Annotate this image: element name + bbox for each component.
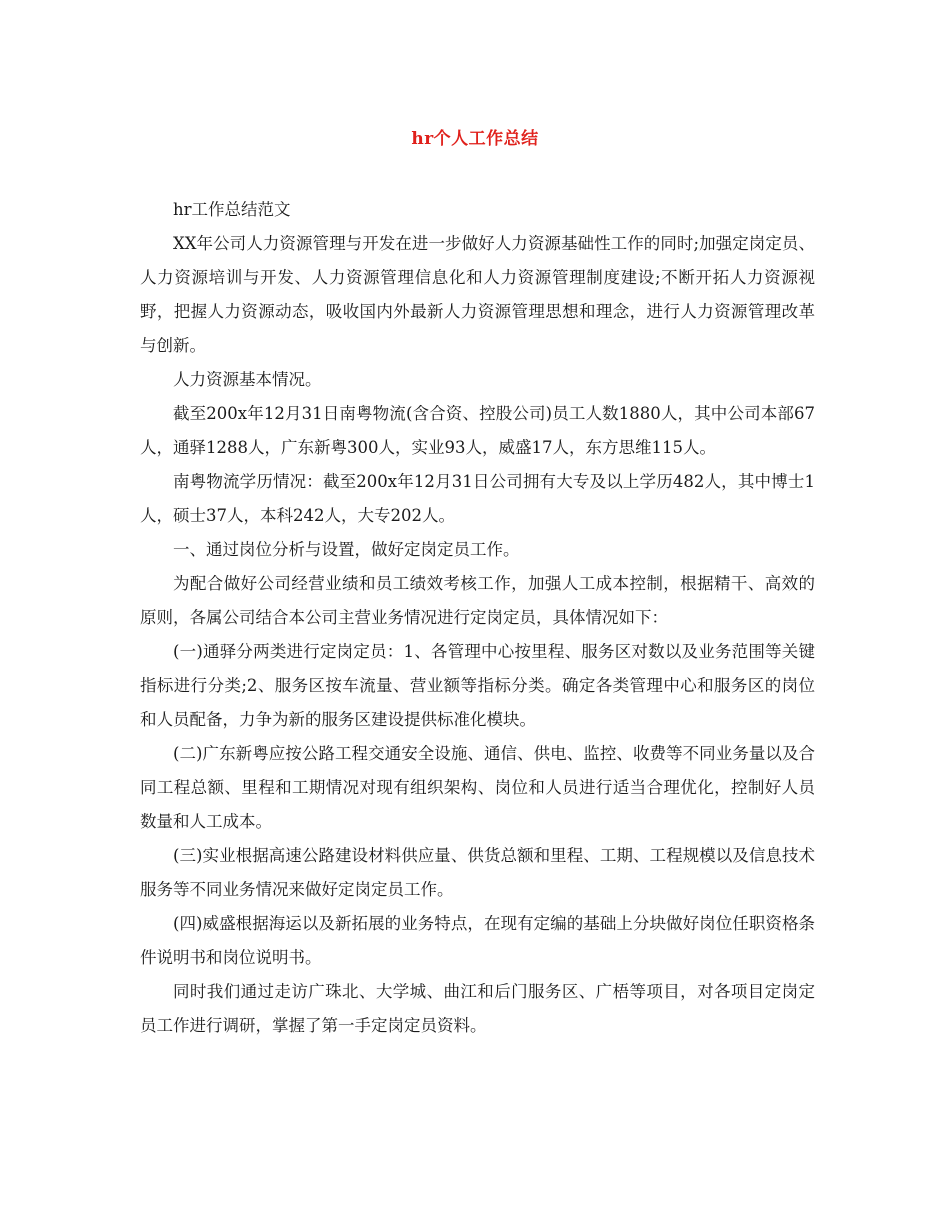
paragraph-headcount: 截至200x年12月31日南粤物流(含合资、控股公司)员工人数1880人，其中公司本部67人，通驿1288人，广东新粤300人，实业93人，威盛17人，东方思维115人。 (140, 404, 815, 457)
paragraph-section-one: 一、通过岗位分析与设置，做好定岗定员工作。 (173, 540, 520, 559)
paragraph-item-2: (二)广东新粤应按公路工程交通安全设施、通信、供电、监控、收费等不同业务量以及合同工程总额、里程和工期情况对现有组织架构、岗位和人员进行适当合理优化，控制好人员数量和人工成本。 (140, 744, 815, 831)
document-title: hr个人工作总结 (411, 129, 539, 149)
paragraph-education: 南粤物流学历情况：截至200x年12月31日公司拥有大专及以上学历482人，其中博士1人，硕士37人，本科242人，大专202人。 (140, 472, 815, 525)
paragraph-research: 同时我们通过走访广珠北、大学城、曲江和后门服务区、广梧等项目，对各项目定岗定员工作进行调研，掌握了第一手定岗定员资料。 (140, 982, 815, 1035)
paragraph-item-1: (一)通驿分两类进行定岗定员：1、各管理中心按里程、服务区对数以及业务范围等关键指标进行分类;2、服务区按车流量、营业额等指标分类。确定各类管理中心和服务区的岗位和人员配备，力争为新的服务区建设提供标准化模块。 (140, 642, 815, 729)
paragraph-heading-basic: 人力资源基本情况。 (173, 370, 322, 389)
paragraph-intro: 为配合做好公司经营业绩和员工绩效考核工作，加强人工成本控制，根据精干、高效的原则，各属公司结合本公司主营业务情况进行定岗定员，具体情况如下： (140, 574, 815, 627)
paragraph-item-3: (三)实业根据高速公路建设材料供应量、供货总额和里程、工期、工程规模以及信息技术服务等不同业务情况来做好定岗定员工作。 (140, 846, 815, 899)
paragraph-item-4: (四)威盛根据海运以及新拓展的业务特点，在现有定编的基础上分块做好岗位任职资格条件说明书和岗位说明书。 (140, 914, 815, 967)
paragraph-subtitle: hr工作总结范文 (173, 200, 291, 219)
paragraph-overview: XX年公司人力资源管理与开发在进一步做好人力资源基础性工作的同时;加强定岗定员、人力资源培训与开发、人力资源管理信息化和人力资源管理制度建设;不断开拓人力资源视野，把握人力资源动态，吸收国内外最新人力资源管理思想和理念，进行人力资源管理改革与创新。 (140, 234, 815, 355)
document-body (140, 193, 815, 1043)
